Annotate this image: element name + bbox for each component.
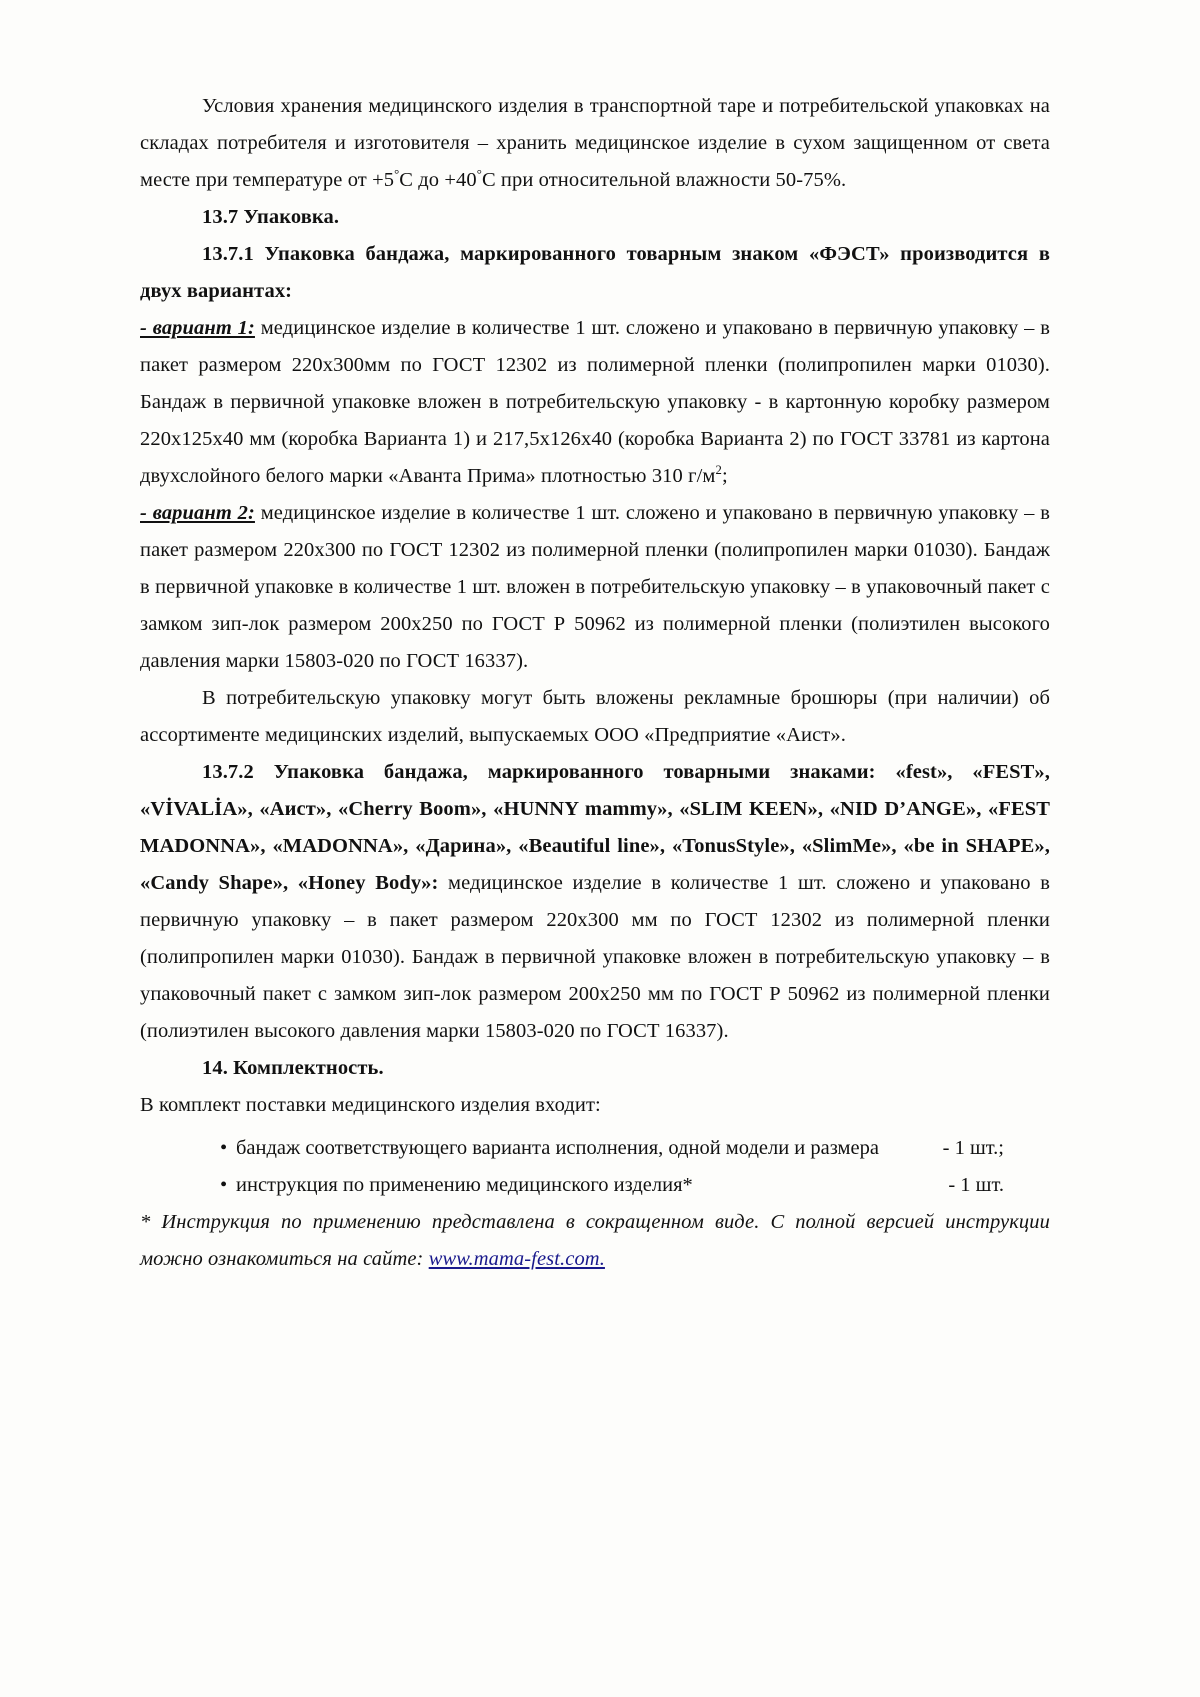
paragraph-kit-intro: В комплект поставки медицинского изделия входит: — [140, 1094, 601, 1116]
list-item-label: бандаж соответствующего варианта исполнения, одной модели и размера — [236, 1137, 879, 1159]
heading-13-7: 13.7 Упаковка. — [202, 206, 340, 228]
degree-sign-2: ° — [476, 167, 482, 182]
variant-1-label: - вариант 1: — [140, 317, 255, 339]
footnote-text: * Инструкция по применению представлена в сокращенном виде. С полной версией инструкции можно ознакомиться на сайте: — [140, 1211, 1050, 1270]
paragraph-variant-1 — [140, 310, 1050, 495]
list-item — [140, 1130, 1050, 1167]
storage-text-part1: Условия хранения медицинского изделия в транспортной таре и потребительской упаковках на складах потребителя и изготовителя – хранить медицинское изделие в сухом защищенном от света месте при температуре от +5 — [140, 95, 1050, 191]
list-item-label: инструкция по применению медицинского изделия* — [236, 1174, 693, 1196]
paragraph-brochures: В потребительскую упаковку могут быть вложены рекламные брошюры (при наличии) об ассортименте медицинских изделий, выпускаемых ООО «Предприятие «Аист». — [140, 687, 1050, 746]
footnote — [140, 1204, 1050, 1278]
variant-2-label: - вариант 2: — [140, 502, 255, 524]
website-link[interactable]: www.mama-fest.com. — [428, 1248, 605, 1270]
variant-1-text: медицинское изделие в количестве 1 шт. сложено и упаковано в первичную упаковку – в пакет размером 220х300мм по ГОСТ 12302 из полимерной пленки (полипропилен марки 01030). Бандаж в первичной упаковке вложен в потребительскую упаковку - в картонную коробку размером 220х125х40 мм (коробка Варианта 1) и 217,5х126х40 (коробка Варианта 2) по ГОСТ 33781 из картона двухслойного белого марки «Аванта Прима» плотностью 310 г/м — [140, 317, 1050, 487]
heading-14: 14. Комплектность. — [202, 1057, 384, 1079]
storage-text-part2: С до +40 — [399, 169, 477, 191]
heading-13-7-1: 13.7.1 Упаковка бандажа, маркированного товарным знаком «ФЭСТ» производится в двух вариантах: — [140, 243, 1050, 302]
list-item — [140, 1167, 1050, 1204]
heading-13-7-2-bold: 13.7.2 Упаковка бандажа, маркированного товарными знаками: «fest», «FEST», «VİVALİA», «Аист», «Cherry Boom», «HUNNY mammy», «SLIM KEEN», «NID D’ANGE», «FEST MADONNA», «MADONNA», «Дарина», «Beautiful line», «TonusStyle», «SlimMe», «be in SHAPE», «Candy Shape», «Honey Body»: — [140, 761, 1050, 894]
variant-1-tail: ; — [721, 465, 728, 487]
list-item-quantity: - 1 шт. — [948, 1174, 1004, 1196]
paragraph-storage-conditions — [140, 88, 1050, 199]
bullet-icon: • — [220, 1174, 228, 1196]
degree-sign-1: ° — [394, 167, 400, 182]
heading-13-7-2-rest: медицинское изделие в количестве 1 шт. сложено и упаковано в первичную упаковку – в пакет размером 220х300 мм по ГОСТ 12302 из полимерной пленки (полипропилен марки 01030). Бандаж в первичной упаковке вложен в потребительскую упаковку – в упаковочный пакет с замком зип-лок размером 200х250 мм по ГОСТ Р 50962 из полимерной пленки (полиэтилен высокого давления марки 15803-020 по ГОСТ 16337). — [140, 872, 1050, 1042]
bullet-icon: • — [220, 1137, 228, 1159]
document-body — [140, 88, 1050, 1278]
list-item-quantity: - 1 шт.; — [942, 1137, 1004, 1159]
storage-text-part3: С при относительной влажности 50-75%. — [481, 169, 847, 191]
paragraph-variant-2 — [140, 495, 1050, 680]
kit-list — [140, 1130, 1050, 1204]
square-meter-exponent: 2 — [715, 463, 722, 478]
paragraph-13-7-2 — [140, 754, 1050, 1050]
variant-2-text: медицинское изделие в количестве 1 шт. сложено и упаковано в первичную упаковку – в пакет размером 220х300 по ГОСТ 12302 из полимерной пленки (полипропилен марки 01030). Бандаж в первичной упаковке в количестве 1 шт. вложен в потребительскую упаковку – в упаковочный пакет с замком зип-лок размером 200х250 по ГОСТ Р 50962 из полимерной пленки (полиэтилен высокого давления марки 15803-020 по ГОСТ 16337). — [140, 502, 1050, 672]
